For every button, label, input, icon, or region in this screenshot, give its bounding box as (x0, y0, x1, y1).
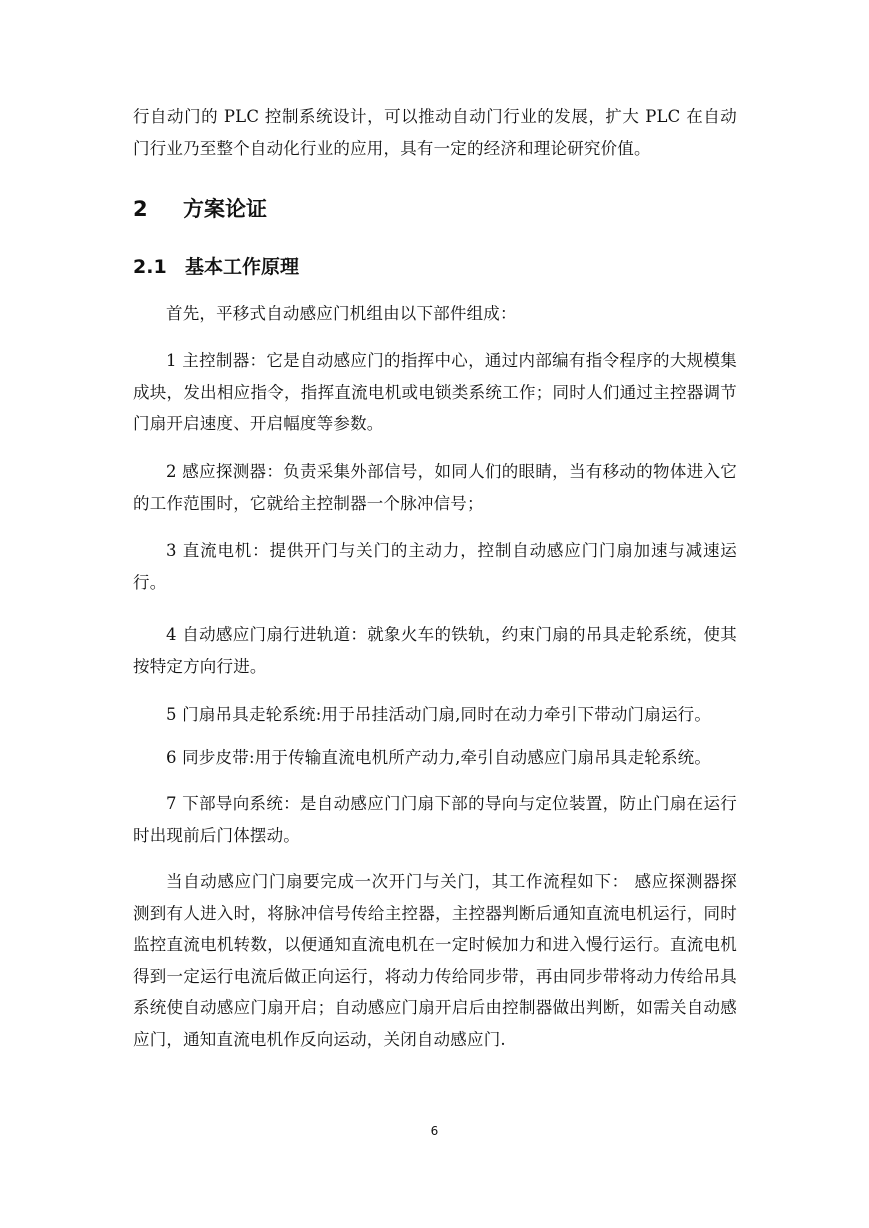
body-paragraph: 7 下部导向系统：是自动感应门门扇下部的导向与定位装置，防止门扇在运行时出现前后门体摆动。 (133, 794, 737, 845)
subsection-number: 2.1 (133, 256, 167, 278)
body-paragraph: 当自动感应门门扇要完成一次开门与关门，其工作流程如下： 感应探测器探测到有人进入时，将脉冲信号传给主控器，主控器判断后通知直流电机运行，同时监控直流电机转数，以便通知直流电机在一定时候加力和进入慢行运行。直流电机得到一定运行电流后做正向运行，将动力传给同步带，再由同步带将动力传给吊具系统使自动感应门扇开启；自动感应门扇开启后由控制器做出判断，如需关自动感应门，通知直流电机作反向运动，关闭自动感应门. (133, 872, 737, 1049)
subsection-title: 基本工作原理 (185, 256, 300, 278)
body-paragraph: 2 感应探测器：负责采集外部信号，如同人们的眼睛，当有移动的物体进入它的工作范围时，它就给主控制器一个脉冲信号； (133, 462, 737, 513)
body-paragraph: 4 自动感应门扇行进轨道：就象火车的铁轨，约束门扇的吊具走轮系统，使其按特定方向行进。 (133, 625, 737, 676)
section-number: 2 (133, 197, 148, 221)
section-title: 方案论证 (183, 197, 267, 221)
subsection-heading (133, 252, 299, 279)
intro-continuation-paragraph: 行自动门的 PLC 控制系统设计，可以推动自动门行业的发展，扩大 PLC 在自动门行业乃至整个自动化行业的应用，具有一定的经济和理论研究价值。 (133, 107, 737, 158)
body-paragraph: 5 门扇吊具走轮系统:用于吊挂活动门扇,同时在动力牵引下带动门扇运行。 (166, 705, 712, 724)
section-heading (133, 193, 267, 223)
body-paragraph: 首先，平移式自动感应门机组由以下部件组成： (166, 304, 517, 323)
body-paragraph: 3 直流电机：提供开门与关门的主动力，控制自动感应门门扇加速与减速运行。 (133, 541, 737, 592)
page-number: 6 (430, 1124, 439, 1138)
body-paragraph: 6 同步皮带:用于传输直流电机所产动力,牵引自动感应门扇吊具走轮系统。 (166, 748, 712, 767)
body-paragraph: 1 主控制器：它是自动感应门的指挥中心，通过内部编有指令程序的大规模集成块，发出相应指令，指挥直流电机或电锁类系统工作；同时人们通过主控器调节门扇开启速度、开启幅度等参数。 (133, 351, 737, 433)
